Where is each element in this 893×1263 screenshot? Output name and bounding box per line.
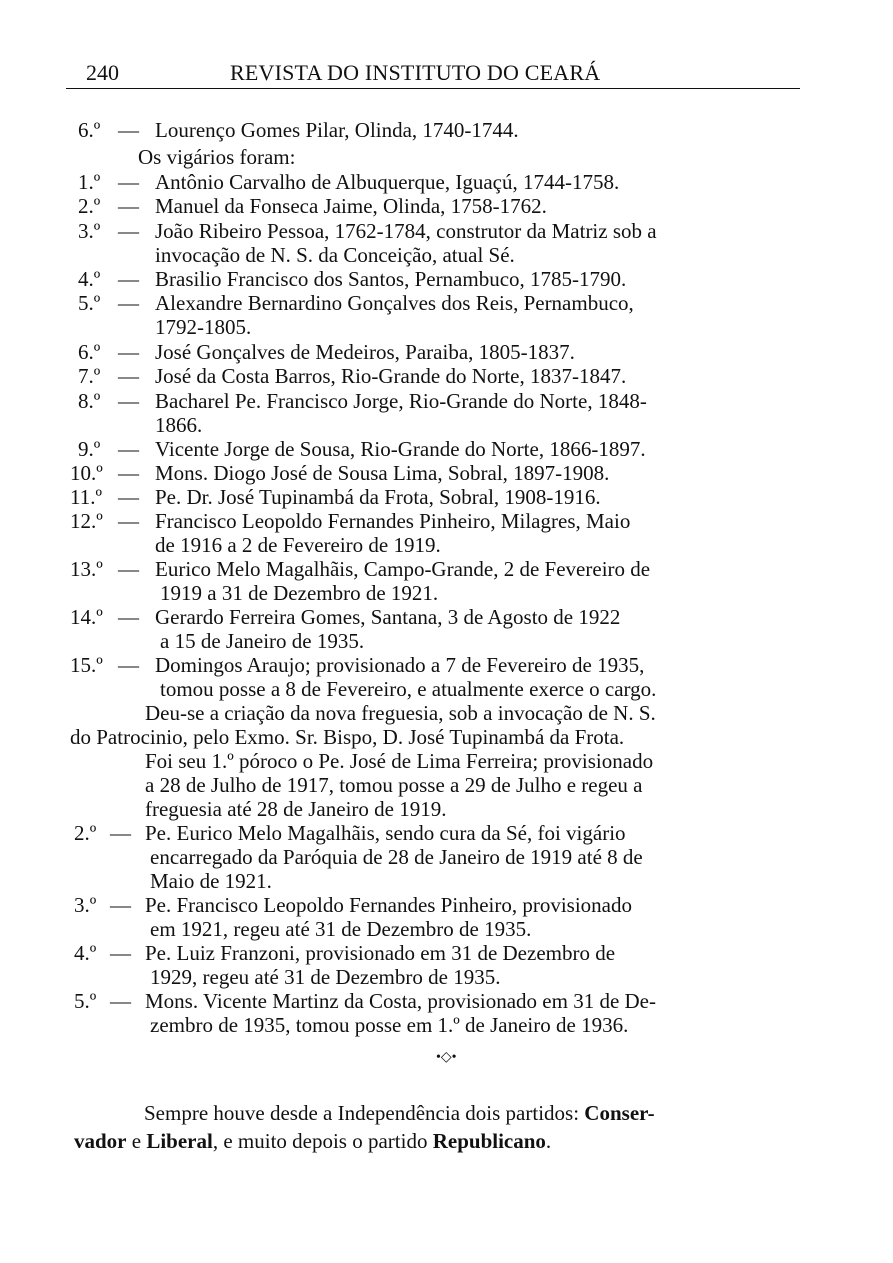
line-text: 1866.: [155, 413, 203, 437]
line-text: tomou posse a 8 de Fevereiro, e atualmente exerce o cargo.: [160, 677, 657, 701]
list-number: 15.º: [70, 653, 103, 677]
em-dash: —: [110, 989, 131, 1013]
list-number: 3.º: [78, 219, 101, 243]
running-title: REVISTA DO INSTITUTO DO CEARÁ: [230, 60, 601, 85]
line-text: zembro de 1935, tomou posse em 1.º de Janeiro de 1936.: [150, 1013, 629, 1037]
header-rule: [66, 88, 800, 89]
list-number: 12.º: [70, 509, 103, 533]
em-dash: —: [110, 941, 131, 965]
line-text: a 15 de Janeiro de 1935.: [160, 629, 365, 653]
list-number: 4.º: [78, 267, 101, 291]
list-number: 5.º: [78, 291, 101, 315]
em-dash: —: [118, 509, 139, 533]
line-text: Francisco Leopoldo Fernandes Pinheiro, Milagres, Maio: [155, 509, 631, 533]
text-line: [0, 701, 893, 725]
text-line: [0, 243, 893, 267]
list-number: 2.º: [78, 194, 101, 218]
line-text: João Ribeiro Pessoa, 1762-1784, construtor da Matriz sob a: [155, 219, 657, 243]
line-text: encarregado da Paróquia de 28 de Janeiro de 1919 até 8 de: [150, 845, 643, 869]
em-dash: —: [118, 557, 139, 581]
list-number: 4.º: [74, 941, 97, 965]
line-text: Vicente Jorge de Sousa, Rio-Grande do Norte, 1866-1897.: [155, 437, 646, 461]
list-number: 13.º: [70, 557, 103, 581]
text-line: [0, 917, 893, 941]
em-dash: —: [118, 267, 139, 291]
line-text: Maio de 1921.: [150, 869, 272, 893]
closing-bold-term: vador: [74, 1129, 127, 1153]
list-item: [0, 291, 893, 315]
list-number: 7.º: [78, 364, 101, 388]
line-text: Lourenço Gomes Pilar, Olinda, 1740-1744.: [155, 118, 519, 142]
em-dash: —: [110, 893, 131, 917]
line-text: a 28 de Julho de 1917, tomou posse a 29 de Julho e regeu a: [145, 773, 643, 797]
line-text: de 1916 a 2 de Fevereiro de 1919.: [155, 533, 441, 557]
closing-text: e: [126, 1129, 147, 1153]
line-text: invocação de N. S. da Conceição, atual Sé.: [155, 243, 515, 267]
text-line: [0, 1013, 893, 1037]
em-dash: —: [118, 389, 139, 413]
text-line: [0, 845, 893, 869]
em-dash: —: [110, 821, 131, 845]
list-item: [0, 118, 893, 142]
em-dash: —: [118, 605, 139, 629]
list-item: [0, 170, 893, 194]
line-text: Os vigários foram:: [138, 145, 296, 169]
line-text: freguesia até 28 de Janeiro de 1919.: [145, 797, 447, 821]
list-number: 1.º: [78, 170, 101, 194]
line-text: 1929, regeu até 31 de Dezembro de 1935.: [150, 965, 501, 989]
em-dash: —: [118, 437, 139, 461]
line-text: Pe. Eurico Melo Magalhãis, sendo cura da Sé, foi vigário: [145, 821, 626, 845]
text-line: [0, 677, 893, 701]
text-line: [0, 533, 893, 557]
line-text: Bacharel Pe. Francisco Jorge, Rio-Grande do Norte, 1848-: [155, 389, 647, 413]
list-item: [0, 267, 893, 291]
line-text: Pe. Dr. José Tupinambá da Frota, Sobral, 1908-1916.: [155, 485, 601, 509]
list-item: [0, 340, 893, 364]
em-dash: —: [118, 194, 139, 218]
list-item: [0, 364, 893, 388]
list-item: [0, 941, 893, 965]
line-text: Manuel da Fonseca Jaime, Olinda, 1758-1762.: [155, 194, 547, 218]
em-dash: —: [118, 653, 139, 677]
list-number: 6.º: [78, 340, 101, 364]
list-item: [0, 194, 893, 218]
line-text: José da Costa Barros, Rio-Grande do Norte, 1837-1847.: [155, 364, 627, 388]
closing-bold-term: Conser-: [584, 1101, 655, 1125]
closing-text: Sempre houve desde a Independência dois partidos:: [144, 1101, 585, 1125]
list-item: [0, 893, 893, 917]
em-dash: —: [118, 461, 139, 485]
line-text: Domingos Araujo; provisionado a 7 de Fevereiro de 1935,: [155, 653, 645, 677]
list-item: [0, 509, 893, 533]
line-text: José Gonçalves de Medeiros, Paraiba, 1805-1837.: [155, 340, 575, 364]
list-item: [0, 989, 893, 1013]
list-number: 2.º: [74, 821, 97, 845]
text-line: [0, 749, 893, 773]
list-number: 5.º: [74, 989, 97, 1013]
section-ornament: •◇•: [436, 1050, 457, 1065]
list-number: 3.º: [74, 893, 97, 917]
em-dash: —: [118, 118, 139, 142]
closing-text: , e muito depois o partido: [212, 1129, 433, 1153]
text-line: [0, 797, 893, 821]
text-line: [0, 145, 893, 169]
line-text: Mons. Diogo José de Sousa Lima, Sobral, 1897-1908.: [155, 461, 610, 485]
list-number: 10.º: [70, 461, 103, 485]
list-number: 6.º: [78, 118, 101, 142]
list-item: [0, 219, 893, 243]
text-line: [0, 773, 893, 797]
line-text: Gerardo Ferreira Gomes, Santana, 3 de Agosto de 1922: [155, 605, 621, 629]
line-text: Eurico Melo Magalhãis, Campo-Grande, 2 de Fevereiro de: [155, 557, 651, 581]
list-item: [0, 557, 893, 581]
text-line: [0, 413, 893, 437]
line-text: Foi seu 1.º póroco o Pe. José de Lima Ferreira; provisionado: [145, 749, 654, 773]
closing-line-2: [74, 1129, 551, 1153]
line-text: do Patrocinio, pelo Exmo. Sr. Bispo, D. José Tupinambá da Frota.: [70, 725, 625, 749]
line-text: Deu-se a criação da nova freguesia, sob a invocação de N. S.: [145, 701, 656, 725]
list-number: 9.º: [78, 437, 101, 461]
line-text: Antônio Carvalho de Albuquerque, Iguaçú, 1744-1758.: [155, 170, 620, 194]
line-text: 1792-1805.: [155, 315, 252, 339]
em-dash: —: [118, 170, 139, 194]
line-text: 1919 a 31 de Dezembro de 1921.: [160, 581, 439, 605]
list-item: [0, 461, 893, 485]
list-number: 14.º: [70, 605, 103, 629]
page-header: [72, 60, 798, 86]
line-text: Alexandre Bernardino Gonçalves dos Reis, Pernambuco,: [155, 291, 634, 315]
text-line: [0, 869, 893, 893]
line-text: Mons. Vicente Martinz da Costa, provisionado em 31 de De-: [145, 989, 656, 1013]
em-dash: —: [118, 219, 139, 243]
line-text: Brasilio Francisco dos Santos, Pernambuco, 1785-1790.: [155, 267, 627, 291]
list-item: [0, 389, 893, 413]
em-dash: —: [118, 485, 139, 509]
text-line: [0, 315, 893, 339]
line-text: em 1921, regeu até 31 de Dezembro de 1935.: [150, 917, 532, 941]
text-line: [0, 581, 893, 605]
em-dash: —: [118, 340, 139, 364]
em-dash: —: [118, 364, 139, 388]
list-item: [0, 821, 893, 845]
list-number: 11.º: [70, 485, 102, 509]
text-line: [0, 629, 893, 653]
text-line: [0, 965, 893, 989]
em-dash: —: [118, 291, 139, 315]
line-text: Pe. Luiz Franzoni, provisionado em 31 de Dezembro de: [145, 941, 616, 965]
closing-text: .: [545, 1129, 552, 1153]
closing-bold-term: Republicano: [432, 1129, 546, 1153]
list-item: [0, 437, 893, 461]
list-number: 8.º: [78, 389, 101, 413]
list-item: [0, 605, 893, 629]
text-line: [0, 725, 893, 749]
closing-line-1: [144, 1101, 655, 1125]
list-item: [0, 653, 893, 677]
page-number: 240: [86, 60, 119, 85]
line-text: Pe. Francisco Leopoldo Fernandes Pinheiro, provisionado: [145, 893, 632, 917]
list-item: [0, 485, 893, 509]
closing-bold-term: Liberal: [146, 1129, 213, 1153]
